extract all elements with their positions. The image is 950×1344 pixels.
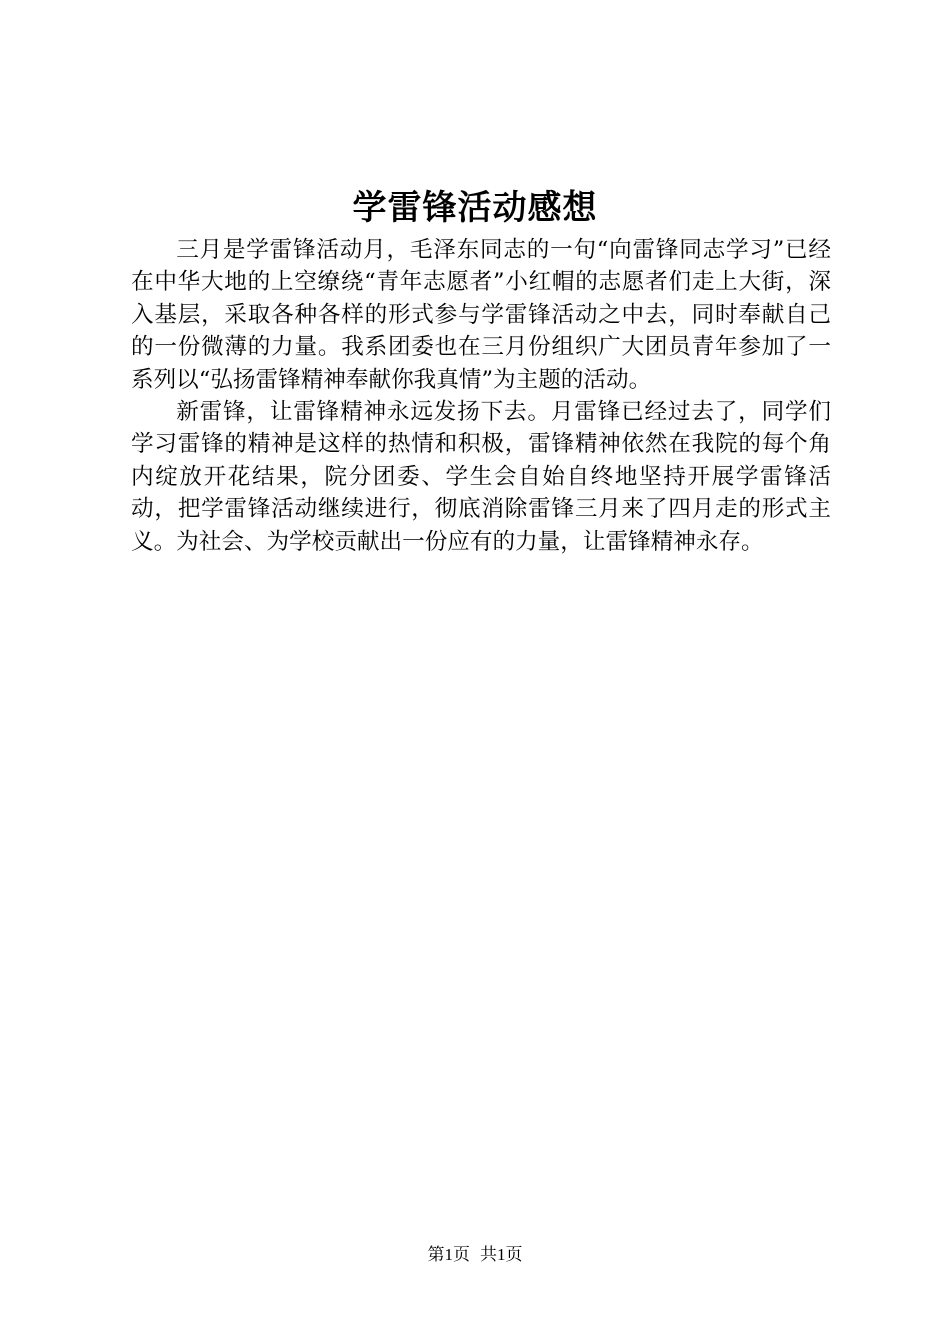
paragraph-2: 新雷锋，让雷锋精神永远发扬下去。月雷锋已经过去了，同学们学习雷锋的精神是这样的热情和积极，雷锋精神依然在我院的每个角内绽放开花结果，院分团委、学生会自始自终地坚持开展学雷锋活动，把学雷锋活动继续进行，彻底消除雷锋三月来了四月走的形式主义。为社会、为学校贡献出一份应有的力量，让雷锋精神永存。 <box>131 399 831 555</box>
document-title: 学雷锋活动感想 <box>352 188 598 228</box>
page-number-current: 第1页 <box>427 1245 470 1264</box>
document-body <box>131 234 831 558</box>
paragraph-1: 三月是学雷锋活动月，毛泽东同志的一句“向雷锋同志学习”已经在中华大地的上空缭绕“青年志愿者”小红帽的志愿者们走上大街，深入基层，采取各种各样的形式参与学雷锋活动之中去，同时奉献自己的一份微薄的力量。我系团委也在三月份组织广大团员青年参加了一系列以“弘扬雷锋精神奉献你我真情”为主题的活动。 <box>131 237 831 393</box>
page-number-total: 共1页 <box>480 1245 523 1264</box>
page-footer <box>0 1243 950 1267</box>
